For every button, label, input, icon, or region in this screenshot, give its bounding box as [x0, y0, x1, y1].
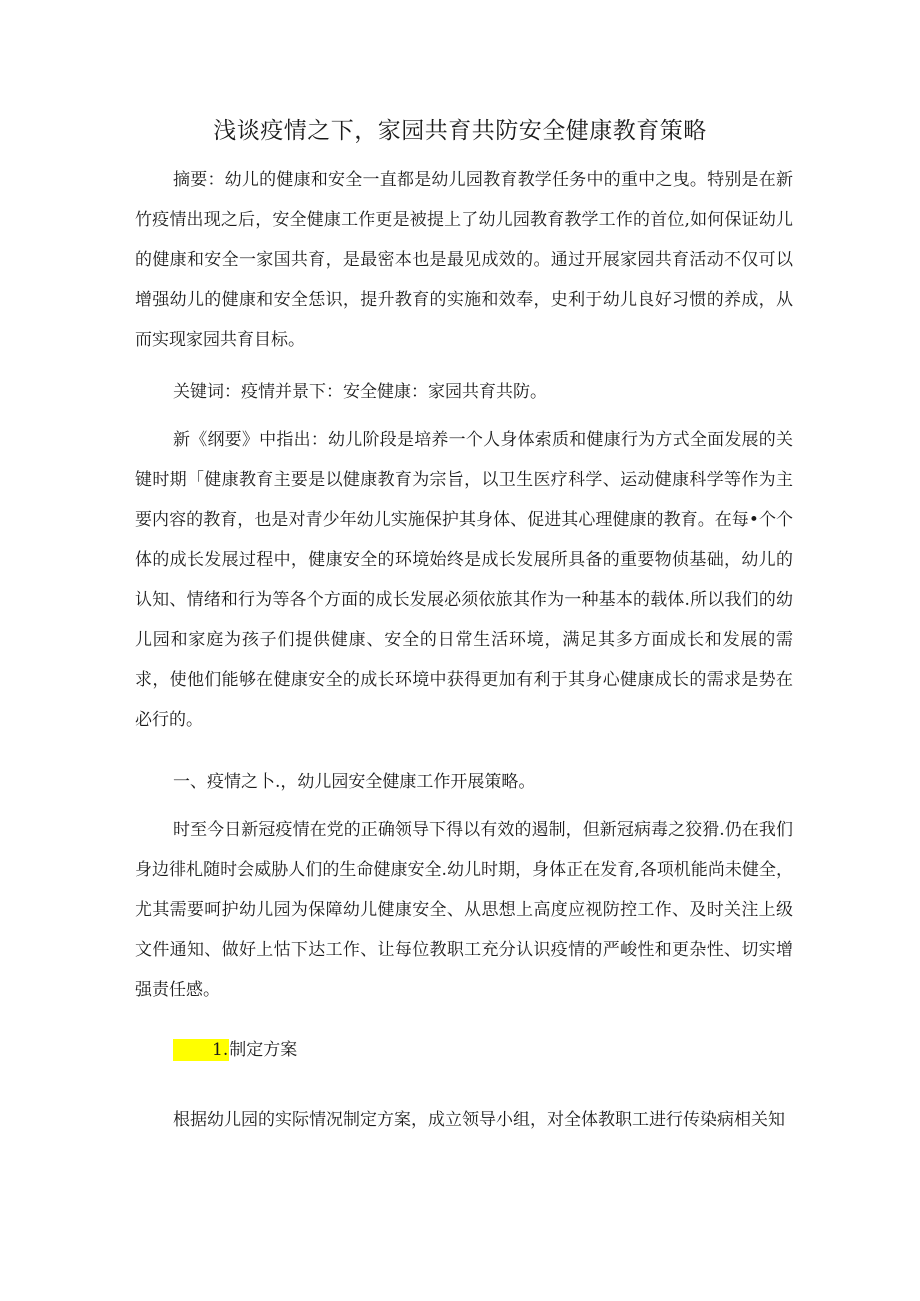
subheading — [135, 1030, 793, 1070]
section-body-paragraph: 时至今日新冠疫情在党的正确领导下得以有效的遏制，但新冠病毒之狡猾.仍在我们身边徘札随时会威胁人们的生命健康安全.幼儿时期，身体正在发育,各项机能尚未健全，尤其需要呵护幼儿园为保障幼儿健康安全、从思想上高度应视防控工作、及时关注上级文件通知、做好上怙下达工作、让每位教职工充分认识疫情的严峻性和更杂性、切实增强责任感。 — [135, 820, 793, 1000]
keywords-paragraph: 关键词：疫情并景下：安全健康：家园共育共防。 — [173, 382, 547, 402]
abstract-paragraph: 摘要：幼儿的健康和安全一直都是幼儿园教育教学任务中的重中之曳。特别是在新竹疫情出现之后，安全健康工作更是被提上了幼儿园教育教学工作的首位,如何保证幼儿的健康和安全一家国共育，是最密本也是最见成效的。通过开展家园共育活动不仅可以增强幼儿的健康和安全恁识，提升教育的实施和效奉，史利于幼儿良好习惯的养成，从而实现家园共育目标。 — [135, 170, 793, 350]
section-heading: 一、疫情之卜.，幼儿园安全健康工作开展策略。 — [173, 772, 536, 792]
document-title: 浅谈疫情之下，家园共育共防安全健康教育策略 — [213, 118, 707, 144]
subheading-text: 制定方案 — [229, 1040, 298, 1060]
subheading-number: 1. — [173, 1039, 229, 1061]
intro-paragraph: 新《纲要》中指出：幼儿阶段是培养一个人身体索质和健康行为方式全面发展的关键时期「健康教育主要是以健康教育为宗旨，以卫生医疗科学、运动健康科学等作为主要内容的教育，也是对青少年幼儿实施保护其身体、促进其心理健康的教育。在每•个个体的成长发展过程中，健康安全的环境始终是成长发展所具备的重要物侦基础，幼儿的认知、情绪和行为等各个方面的成长发展必须依旅其作为一种基本的载体.所以我们的幼儿园和家庭为孩子们提供健康、安全的日常生活环境，满足其多方面成长和发展的需求，使他们能够在健康安全的成长环境中获得更加有利于其身心健康成长的需求是势在必行的。 — [135, 430, 793, 730]
method-paragraph: 根据幼儿园的实际情况制定方案，成立领导小组，对全体教职工进行传染病相关知 — [173, 1110, 785, 1130]
